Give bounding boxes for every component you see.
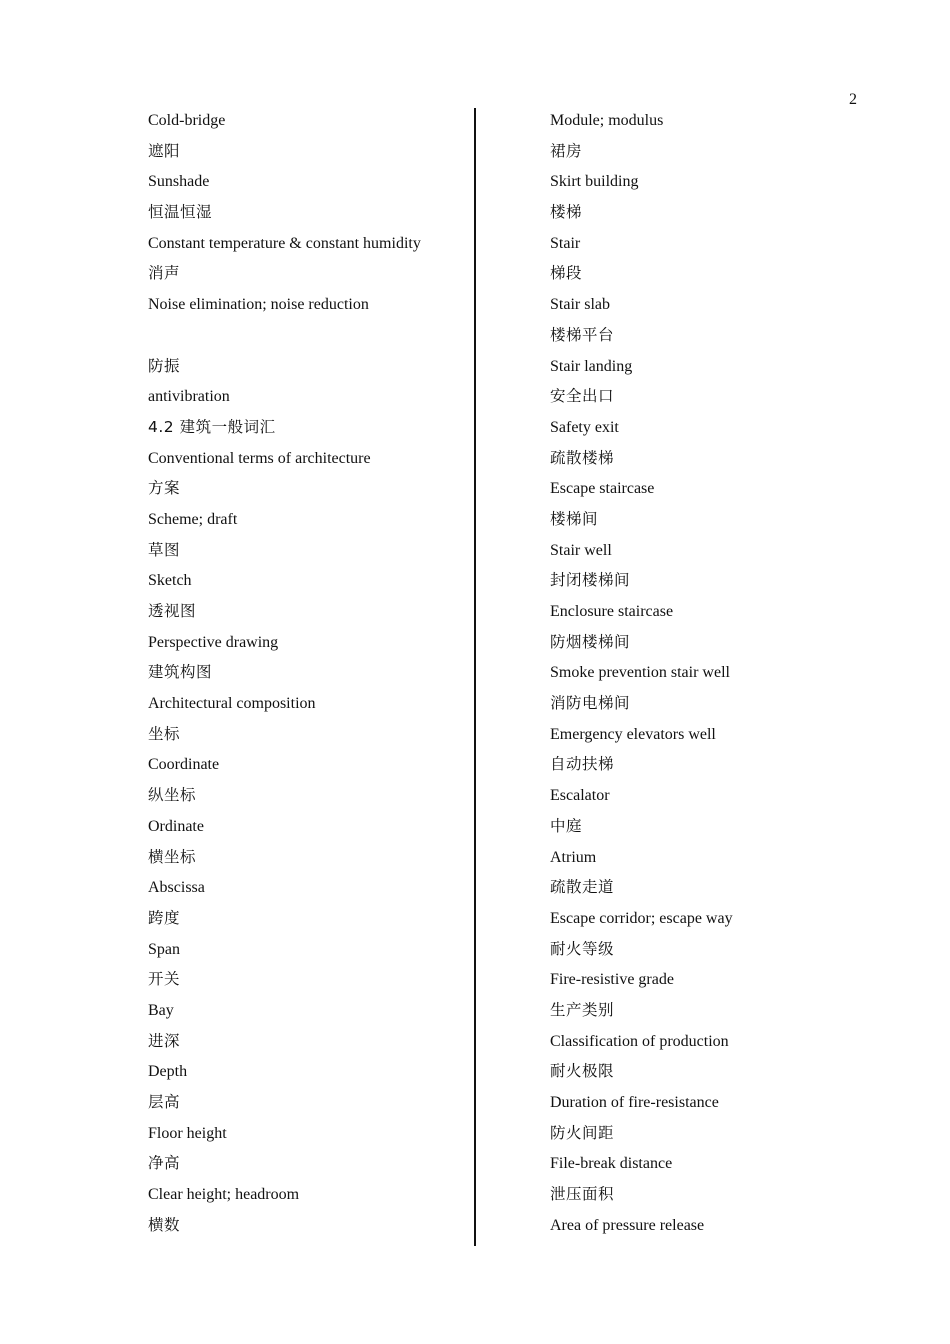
term-chinese: 消声	[148, 264, 181, 283]
term-chinese: 自动扶梯	[550, 755, 615, 774]
term-english: Smoke prevention stair well	[550, 664, 730, 682]
term-chinese: 防烟楼梯间	[550, 632, 631, 651]
term-chinese: 净高	[148, 1154, 181, 1173]
term-chinese: 跨度	[148, 908, 181, 927]
term-chinese: 层高	[148, 1093, 181, 1111]
term-chinese: 纵坐标	[148, 786, 197, 805]
term-english: Safety exit	[550, 418, 619, 436]
term-chinese: 进深	[148, 1031, 181, 1050]
term-chinese: 安全出口	[550, 387, 615, 406]
term-english: Sketch	[148, 572, 192, 590]
term-chinese: 坐标	[148, 724, 181, 743]
term-english: Coordinate	[148, 756, 220, 774]
term-english: Architectural composition	[148, 695, 316, 713]
term-english: Noise elimination; noise reduction	[148, 296, 369, 314]
term-chinese: 防振	[148, 356, 181, 375]
term-english: Fire-resistive grade	[550, 971, 674, 989]
term-english: Scheme; draft	[148, 510, 238, 528]
term-english: Span	[148, 940, 180, 958]
term-chinese: 草图	[148, 540, 181, 559]
term-chinese: 中庭	[550, 816, 583, 835]
term-english: Bay	[148, 1001, 174, 1019]
term-chinese: 透视图	[148, 602, 197, 620]
term-english: antivibration	[148, 388, 230, 406]
term-chinese: 遮阳	[148, 141, 181, 160]
term-english: File-break distance	[550, 1155, 673, 1173]
term-english: Cold-bridge	[148, 112, 226, 129]
term-english: Atrium	[550, 848, 597, 866]
term-chinese: 4.2 建筑一般词汇	[148, 417, 276, 436]
term-chinese: 泄压面积	[550, 1185, 615, 1204]
term-chinese: 疏散走道	[550, 878, 615, 897]
term-chinese: 横数	[148, 1215, 181, 1234]
term-chinese: 建筑构图	[148, 663, 213, 682]
term-english: Constant temperature & constant humidity	[148, 234, 421, 252]
term-chinese: 耐火极限	[550, 1062, 615, 1081]
term-english: Stair	[550, 234, 581, 252]
term-english: Stair slab	[550, 296, 610, 314]
term-english: Skirt building	[550, 173, 639, 191]
term-chinese: 开关	[148, 970, 181, 989]
term-english: Sunshade	[148, 173, 210, 191]
term-chinese: 楼梯	[550, 203, 583, 222]
term-english: Area of pressure release	[550, 1216, 705, 1234]
term-english: Escalator	[550, 787, 610, 805]
term-english: Stair well	[550, 541, 612, 559]
term-chinese: 消防电梯间	[550, 694, 631, 713]
term-chinese: 楼梯平台	[550, 325, 615, 344]
term-english: Enclosure staircase	[550, 603, 674, 620]
right-column	[550, 110, 870, 1245]
term-english: Depth	[148, 1063, 188, 1081]
column-divider	[474, 108, 476, 1246]
term-english: Classification of production	[550, 1032, 729, 1050]
term-english: Abscissa	[148, 879, 205, 897]
term-chinese: 恒温恒湿	[148, 203, 213, 222]
term-english: Perspective drawing	[148, 633, 279, 651]
page-number: 2	[849, 91, 857, 108]
term-chinese: 裙房	[550, 141, 583, 160]
term-english: Escape staircase	[550, 480, 655, 498]
term-chinese: 耐火等级	[550, 939, 615, 958]
term-english: Clear height; headroom	[148, 1186, 300, 1204]
term-english: Ordinate	[148, 817, 204, 835]
blank-line	[148, 325, 468, 356]
term-english: Module; modulus	[550, 112, 664, 129]
term-chinese: 生产类别	[550, 1000, 615, 1019]
term-english: Escape corridor; escape way	[550, 909, 733, 927]
term-chinese: 横坐标	[148, 847, 197, 866]
left-column	[148, 110, 468, 1245]
term-english: Emergency elevators well	[550, 725, 716, 743]
term-english: Duration of fire-resistance	[550, 1094, 719, 1111]
term-chinese: 封闭楼梯间	[550, 571, 631, 590]
term-chinese: 方案	[148, 479, 181, 498]
term-chinese: 楼梯间	[550, 509, 599, 528]
term-english: Floor height	[148, 1124, 227, 1142]
term-chinese: 疏散楼梯	[550, 448, 615, 467]
term-english: Conventional terms of architecture	[148, 449, 371, 467]
term-chinese: 防火间距	[550, 1123, 615, 1142]
term-chinese: 梯段	[550, 264, 583, 283]
term-english: Stair landing	[550, 357, 633, 375]
